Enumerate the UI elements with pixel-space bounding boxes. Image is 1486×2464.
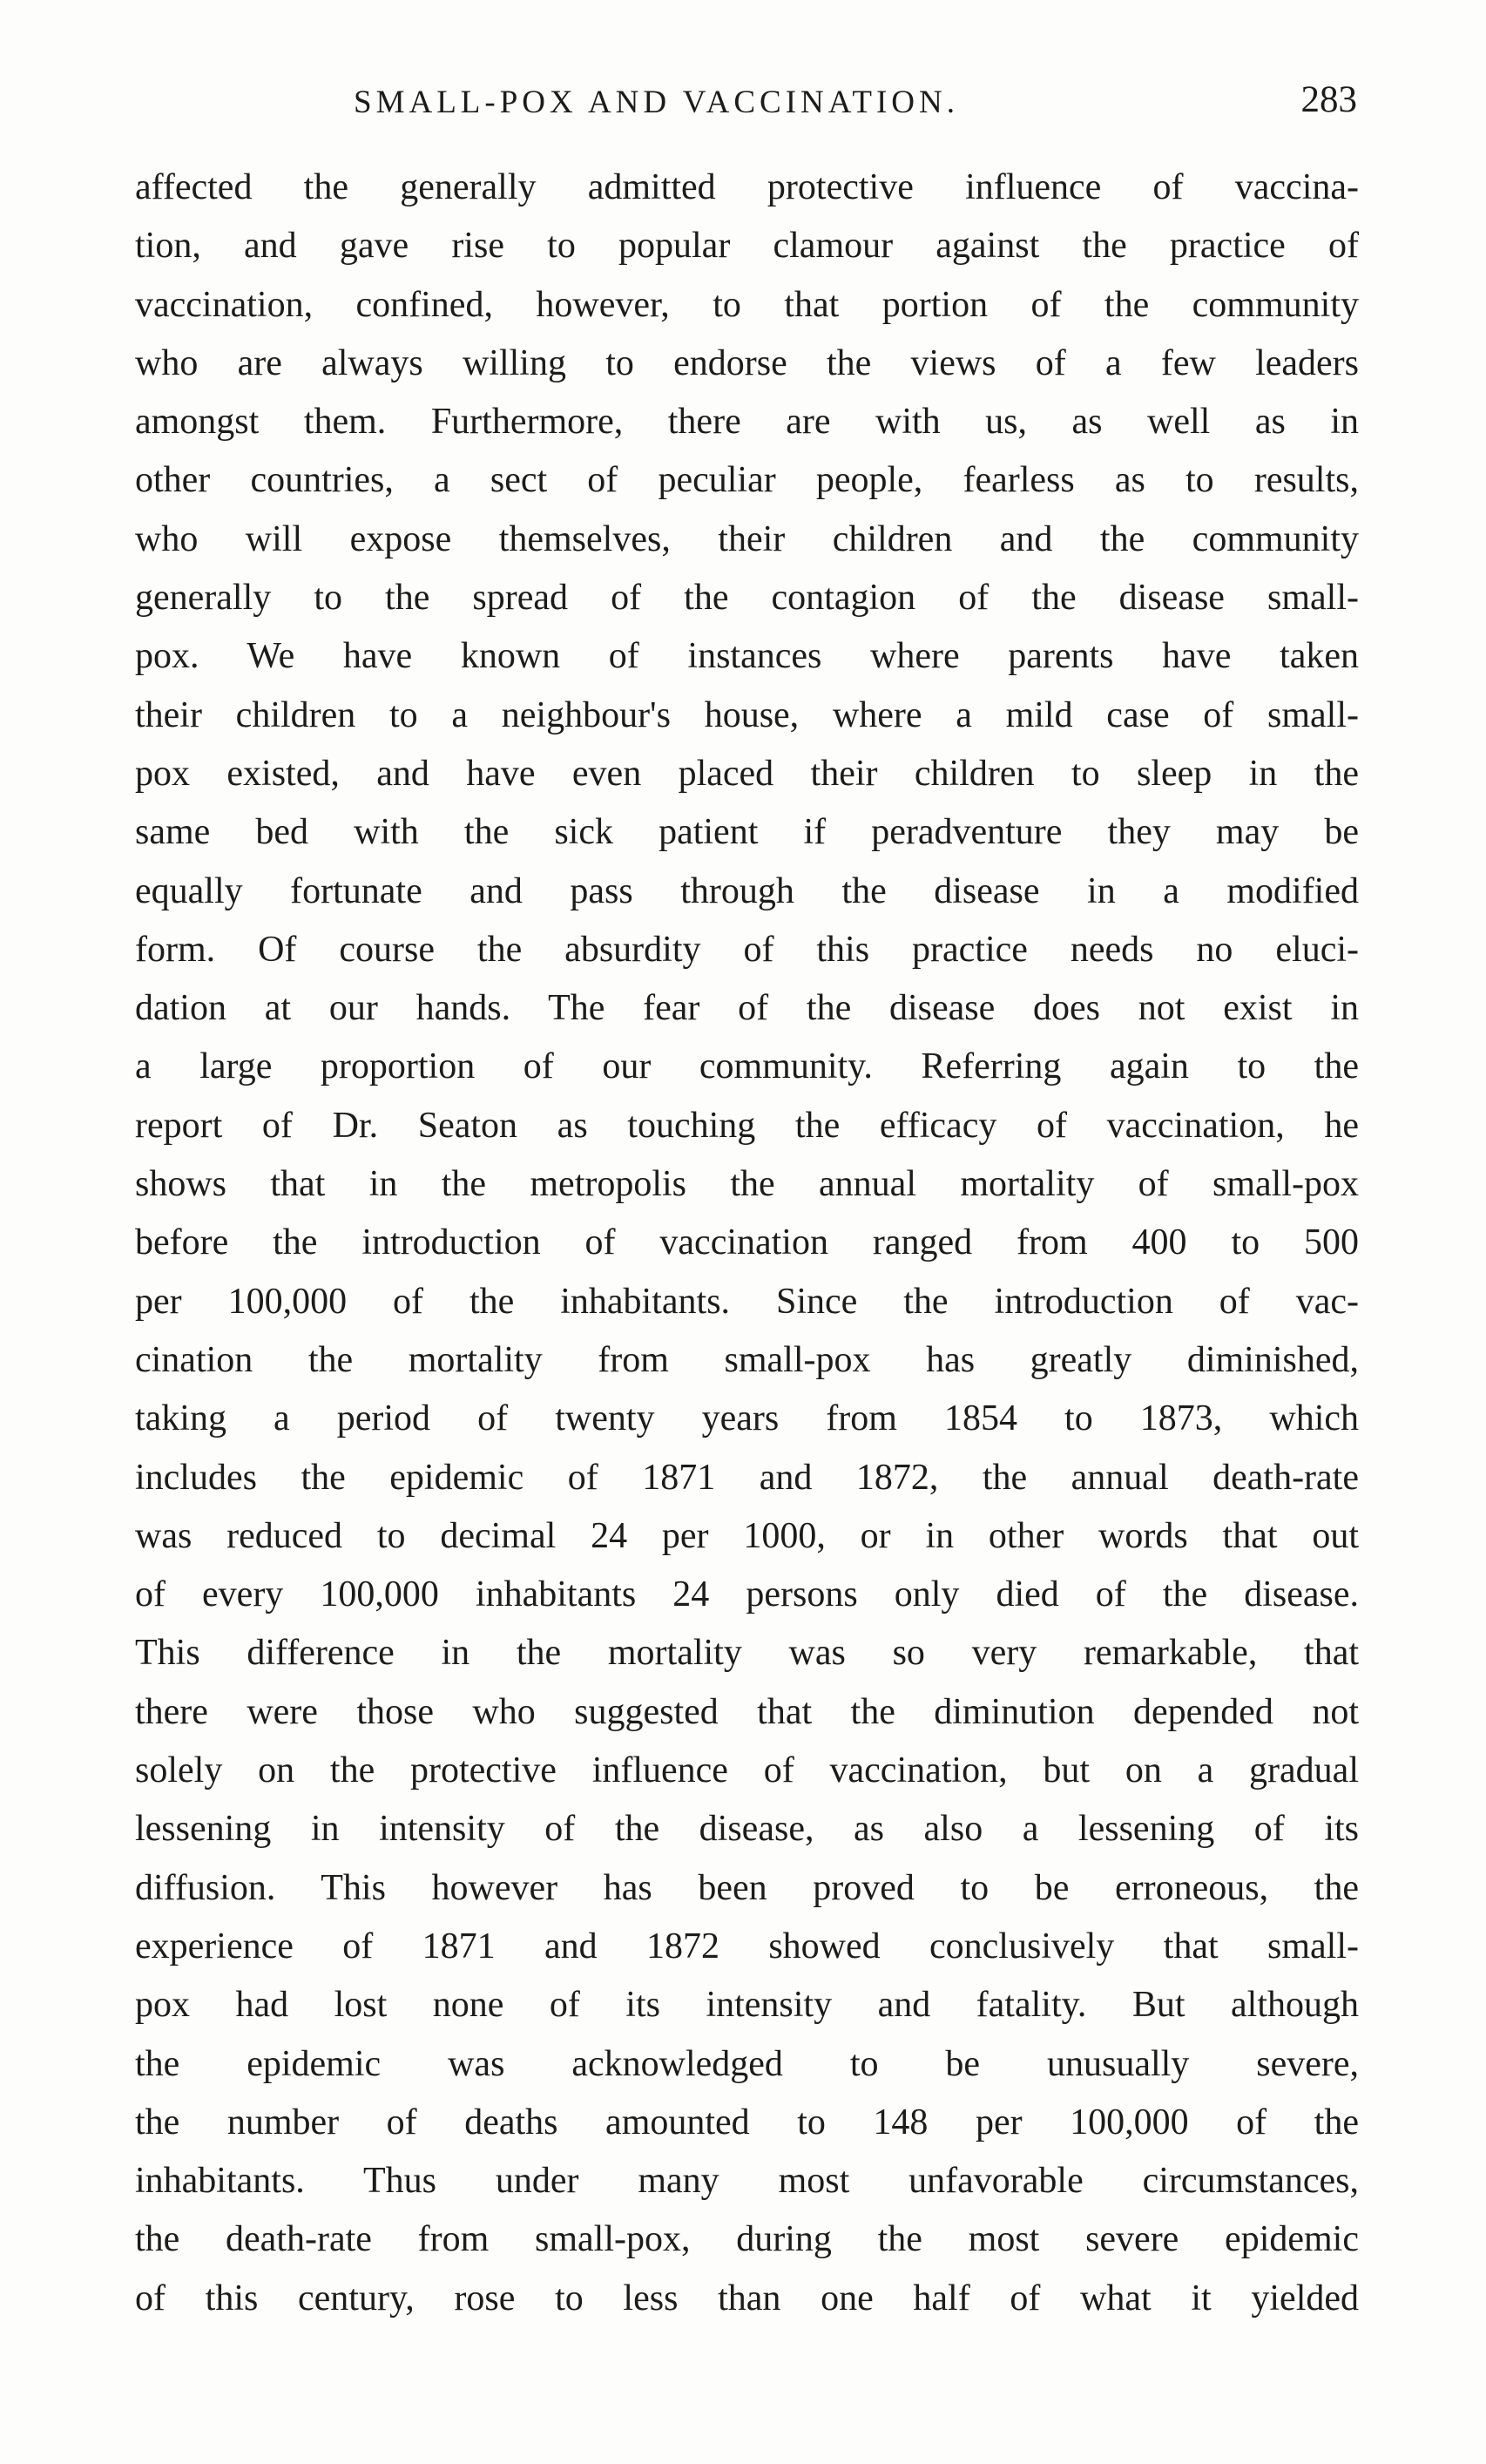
text-line: generally to the spread of the contagion of the disease small-: [135, 578, 1359, 619]
text-line: same bed with the sick patient if peradventure they may be: [135, 812, 1359, 853]
text-line: per 100,000 of the inhabitants. Since the introduction of vac-: [135, 1281, 1359, 1322]
text-line: dation at our hands. The fear of the disease does not exist in: [135, 988, 1359, 1029]
text-line: report of Dr. Seaton as touching the efficacy of vaccination, he: [135, 1105, 1359, 1146]
text-line: This difference in the mortality was so very remarkable, that: [135, 1633, 1359, 1674]
running-title: SMALL-POX AND VACCINATION.: [354, 85, 959, 120]
text-line: pox had lost none of its intensity and fatality. But although: [135, 1985, 1359, 2026]
text-line: the number of deaths amounted to 148 per 100,000 of the: [135, 2102, 1359, 2142]
text-line: affected the generally admitted protective influence of vaccina-: [135, 167, 1359, 207]
text-line: shows that in the metropolis the annual mortality of small-pox: [135, 1164, 1359, 1205]
text-line: before the introduction of vaccination ranged from 400 to 500: [135, 1222, 1359, 1263]
text-line: equally fortunate and pass through the disease in a modified: [135, 870, 1359, 911]
text-line: vaccination, confined, however, to that portion of the community: [135, 284, 1359, 325]
text-line: of every 100,000 inhabitants 24 persons only died of the disease.: [135, 1574, 1359, 1615]
running-head: [129, 77, 1357, 129]
text-line: there were those who suggested that the diminution depended not: [135, 1691, 1359, 1732]
text-line: the epidemic was acknowledged to be unusually severe,: [135, 2043, 1359, 2084]
text-line: diffusion. This however has been proved to be erroneous, the: [135, 1867, 1359, 1908]
text-line: was reduced to decimal 24 per 1000, or in other words that out: [135, 1515, 1359, 1556]
text-line: amongst them. Furthermore, there are with us, as well as in: [135, 402, 1359, 443]
text-line: lessening in intensity of the disease, as also a lessening of its: [135, 1809, 1359, 1850]
text-line: inhabitants. Thus under many most unfavorable circumstances,: [135, 2161, 1359, 2202]
text-line: the death-rate from small-pox, during the most severe epidemic: [135, 2219, 1359, 2260]
text-line: who will expose themselves, their children and the community: [135, 518, 1359, 559]
text-line: tion, and gave rise to popular clamour against the practice of: [135, 226, 1359, 267]
text-line: pox existed, and have even placed their children to sleep in the: [135, 753, 1359, 794]
page-number: 283: [1300, 79, 1357, 120]
text-line: cination the mortality from small-pox has greatly diminished,: [135, 1339, 1359, 1380]
text-line: of this century, rose to less than one half of what it yielded: [135, 2278, 1359, 2318]
text-line: who are always willing to endorse the views of a few leaders: [135, 342, 1359, 383]
text-line: experience of 1871 and 1872 showed conclusively that small-: [135, 1926, 1359, 1966]
text-line: a large proportion of our community. Referring again to the: [135, 1046, 1359, 1087]
text-line: pox. We have known of instances where parents have taken: [135, 636, 1359, 677]
text-line: other countries, a sect of peculiar people, fearless as to results,: [135, 460, 1359, 501]
text-line: taking a period of twenty years from 1854 to 1873, which: [135, 1398, 1359, 1439]
text-line: solely on the protective influence of vaccination, but on a gradual: [135, 1750, 1359, 1791]
text-line: includes the epidemic of 1871 and 1872, the annual death-rate: [135, 1457, 1359, 1498]
text-line: form. Of course the absurdity of this practice needs no eluci-: [135, 929, 1359, 970]
text-line: their children to a neighbour's house, where a mild case of small-: [135, 694, 1359, 735]
body-text: [135, 159, 1359, 2328]
